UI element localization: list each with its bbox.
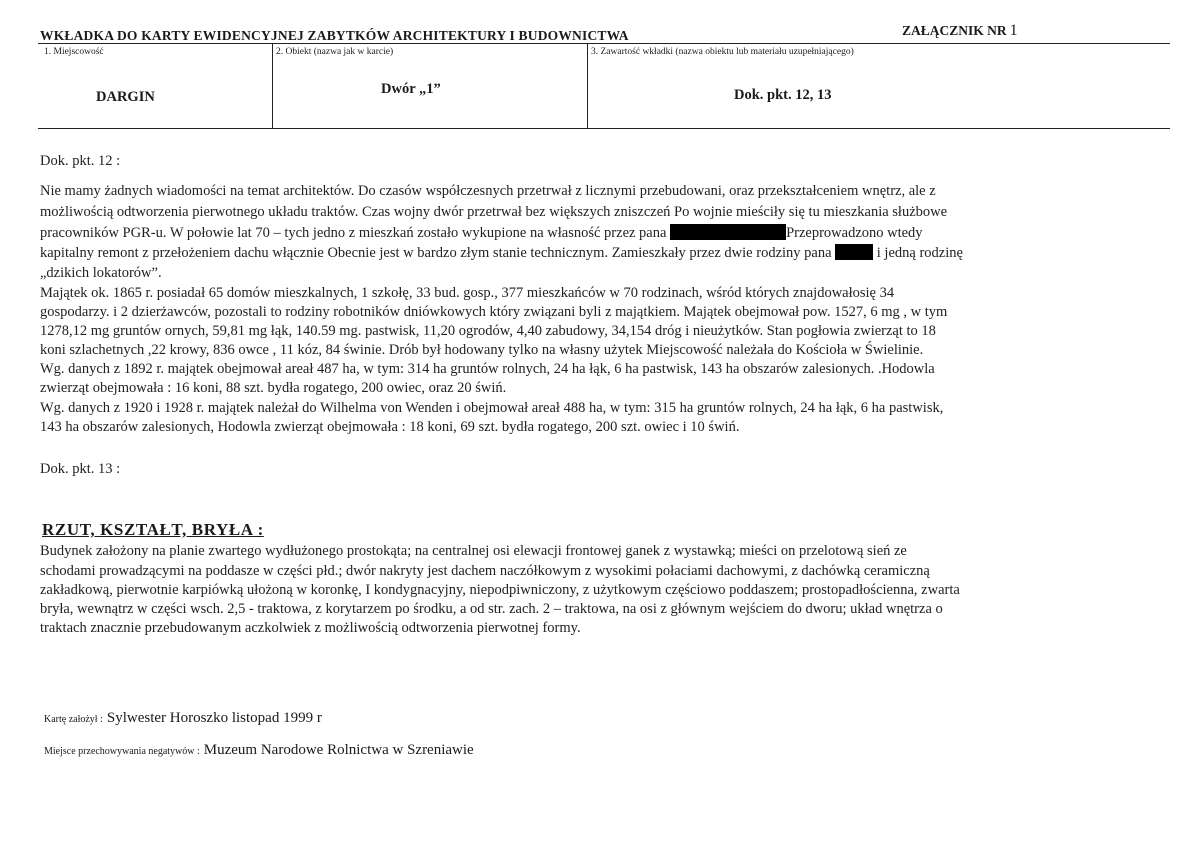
- text-line: traktach znacznie przebudowanym aczkolwiek z możliwością odtworzenia pierwotnej formy.: [40, 620, 581, 636]
- column-divider-2: [587, 44, 588, 129]
- field-value-locality: DARGIN: [96, 89, 155, 105]
- rzut-section-title: RZUT, KSZTAŁT, BRYŁA :: [42, 520, 264, 539]
- redaction-bar: [835, 244, 873, 260]
- negatives-storage: [44, 741, 474, 759]
- card-author-value: Sylwester Horoszko listopad 1999 r: [106, 710, 322, 726]
- card-author-label: Kartę założył :: [44, 714, 103, 725]
- table-top-rule: [38, 43, 1170, 44]
- text-fragment: Przeprowadzono wtedy: [786, 225, 923, 241]
- text-line: bryła, wewnątrz w części wsch. 2,5 - traktowa, z korytarzem po środku, a od str. zach. 2 – traktowa, na osi z głównym wejściem do dworu; układ wnętrza o: [40, 601, 943, 617]
- field-label-content: 3. Zawartość wkładki (nazwa obiektu lub materiału uzupełniającego): [591, 47, 854, 57]
- annex-label: [902, 22, 1018, 40]
- negatives-storage-label: Miejsce przechowywania negatywów :: [44, 746, 200, 757]
- text-line: Nie mamy żadnych wiadomości na temat architektów. Do czasów współczesnych przetrwał z licznymi przebudowani, oraz przekształceniem wnętrz, ale z: [40, 183, 936, 199]
- card-author: [44, 709, 322, 727]
- text-line: 143 ha obszarów zalesionych, Hodowla zwierząt obejmowała : 18 koni, 69 szt. bydła rogatego, 200 szt. owiec i 10 świń.: [40, 419, 740, 435]
- field-value-object: Dwór „1”: [381, 81, 441, 97]
- text-line: Wg. danych z 1920 i 1928 r. majątek należał do Wilhelma von Wenden i obejmował areał 488 ha, w tym: 315 ha gruntów rolnych, 24 ha łąk, 6 ha pastwisk,: [40, 400, 944, 416]
- annex-number: 1: [1009, 22, 1018, 39]
- column-divider-1: [272, 44, 273, 129]
- negatives-storage-value: Muzeum Narodowe Rolnictwa w Szreniawie: [203, 742, 474, 758]
- document-title: WKŁADKA DO KARTY EWIDENCYJNEJ ZABYTKÓW ARCHITEKTURY I BUDOWNICTWA: [40, 28, 629, 43]
- field-label-object: 2. Obiekt (nazwa jak w karcie): [276, 47, 394, 57]
- field-value-content: Dok. pkt. 12, 13: [734, 87, 832, 103]
- field-label-locality: 1. Miejscowość: [44, 47, 104, 57]
- text-line: „dzikich lokatorów”.: [40, 265, 162, 281]
- section-12-heading: Dok. pkt. 12 :: [40, 153, 121, 169]
- text-line: możliwością odtworzenia pierwotnego układu traktów. Czas wojny dwór przetrwał bez większych zniszczeń Po wojnie mieściły się tu mieszkania służbowe: [40, 204, 948, 220]
- text-line: schodami prowadzącymi na poddasze w części płd.; dwór nakryty jest dachem naczółkowym z wysokimi połaciami dachowymi, z dachówką ceramiczną: [40, 563, 930, 579]
- section-13-heading: Dok. pkt. 13 :: [40, 461, 121, 477]
- text-fragment: i jedną rodzinę: [876, 245, 963, 261]
- text-fragment: pracowników PGR-u. W połowie lat 70 – tych jedno z mieszkań zostało wykupione na własność przez pana: [40, 225, 667, 241]
- text-line-with-redaction: [40, 224, 923, 243]
- redaction-bar: [670, 224, 786, 240]
- text-line: zwierząt obejmowała : 16 koni, 88 szt. bydła rogatego, 200 owiec, oraz 20 świń.: [40, 380, 507, 396]
- table-bottom-rule: [38, 128, 1170, 129]
- text-line: gospodarzy. i 2 dzierżawców, pozostali to rodziny robotników dniówkowych który związani byli z majątkiem. Majątek obejmował pow. 1527, 6 mg , w tym: [40, 304, 948, 320]
- text-line: Majątek ok. 1865 r. posiadał 65 domów mieszkalnych, 1 szkołę, 33 bud. gosp., 377 mieszkańców w 70 rodzinach, wśród których znajdowałosię 34: [40, 285, 895, 301]
- text-line: Budynek założony na planie zwartego wydłużonego prostokąta; na centralnej osi elewacji frontowej ganek z wystawką; mieści on przelotową sień ze: [40, 543, 907, 559]
- text-line: koni szlachetnych ,22 krowy, 836 owce , 11 kóz, 84 świnie. Drób był hodowany tylko na własny użytek Miejscowość należała do Kościoła w Świelinie.: [40, 342, 924, 358]
- text-line: Wg. danych z 1892 r. majątek obejmował areał 487 ha, w tym: 314 ha gruntów rolnych, 24 ha łąk, 6 ha pastwisk, 143 ha obszarów zalesionych. .Hodowla: [40, 361, 935, 377]
- text-line: 1278,12 mg gruntów ornych, 59,81 mg łąk, 140.59 mg. pastwisk, 11,20 ogrodów, 4,40 zabudowy, 34,154 dróg i nieużytków. Stan pogłowia zwierząt to 18: [40, 323, 936, 339]
- text-line: zakładkową, pierwotnie karpiówką ułożoną w koronkę, I kondygnacyjny, niepodpiwniczony, z użytkowym częściowo poddaszem; prostopadłościenna, zwarta: [40, 582, 960, 598]
- annex-label-text: ZAŁĄCZNIK NR: [902, 23, 1007, 38]
- text-line-with-redaction: [40, 244, 963, 263]
- text-fragment: kapitalny remont z przełożeniem dachu włącznie Obecnie jest w bardzo złym stanie technicznym. Zamieszkały przez dwie rodziny pana: [40, 245, 832, 261]
